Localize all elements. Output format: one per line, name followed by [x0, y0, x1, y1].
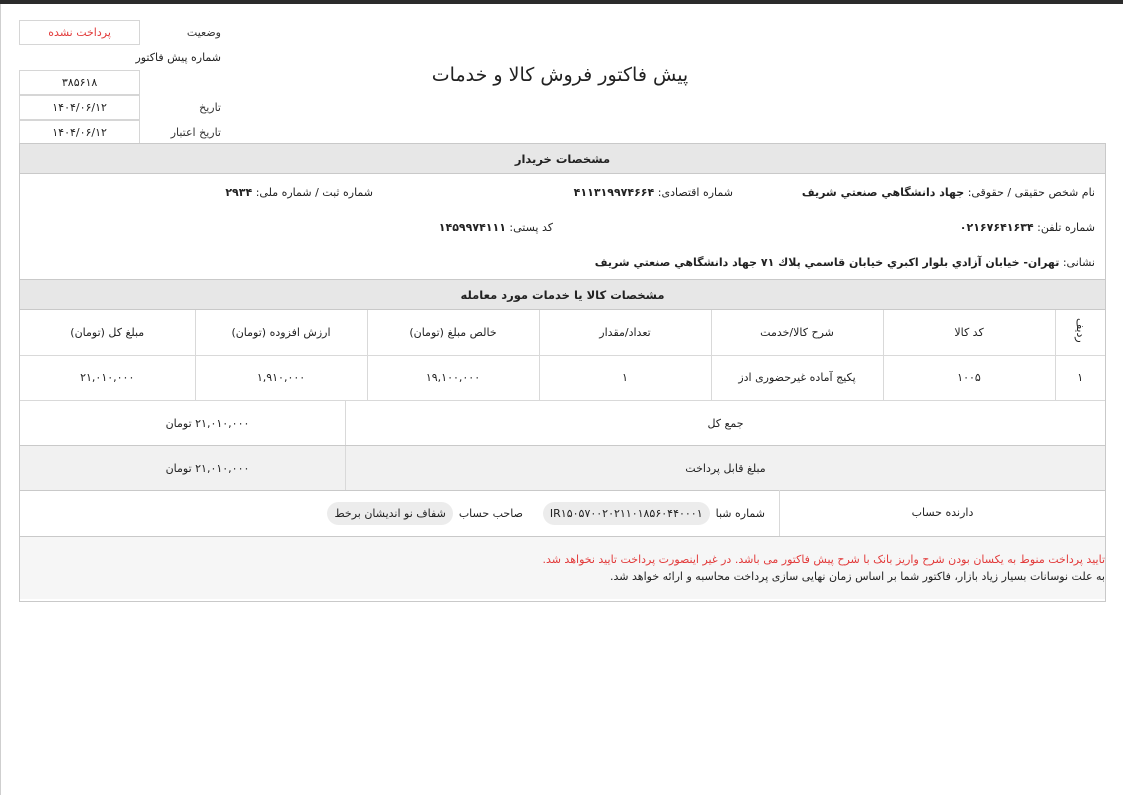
col-header-row-no: ردیف — [1055, 310, 1105, 355]
sum-total-row — [20, 401, 1105, 446]
col-header-net-amount: خالص مبلغ (تومان) — [367, 310, 539, 355]
owner-value[interactable]: شفاف نو اندیشان برخط — [327, 502, 452, 525]
econ-code-field — [574, 186, 733, 199]
payable-row — [20, 446, 1105, 491]
postal-code-label: کد پستی: — [509, 221, 553, 234]
account-row — [20, 491, 1105, 537]
invoice-no-label: شماره پیش فاکتور — [135, 51, 221, 64]
postal-code-value: ۱۴۵۹۹۷۴۱۱۱ — [438, 221, 506, 234]
date-value: ۱۴۰۴/۰۶/۱۲ — [19, 95, 140, 120]
cell-vat: ۱,۹۱۰,۰۰۰ — [195, 355, 367, 400]
sum-total-label: جمع کل — [345, 401, 1105, 445]
col-header-total: مبلغ کل (تومان) — [20, 310, 195, 355]
buyer-name-field — [802, 186, 1095, 199]
validity-value: ۱۴۰۴/۰۶/۱۲ — [19, 120, 140, 145]
buyer-name-label: نام شخص حقیقی / حقوقی: — [967, 186, 1095, 199]
notes-section — [20, 537, 1105, 599]
buyer-name-value: جهاد دانشگاهي صنعتي شريف — [801, 186, 965, 199]
table-row — [20, 355, 1105, 400]
market-info-note: به علت نوسانات بسیار زیاد بازار، فاکتور شما بر اساس زمان نهایی سازی پرداخت محاسبه و ارائه خواهد شد. — [610, 569, 1105, 583]
sheba-label: شماره شبا — [715, 506, 765, 520]
address-field — [595, 256, 1095, 269]
payment-warning-note: تایید پرداخت منوط به یکسان بودن شرح واریز بانک با شرح پیش فاکتور می باشد. در غیر اینصورت پرداخت تایید نخواهد شد. — [542, 552, 1105, 566]
items-table-header — [20, 310, 1105, 355]
cell-total: ۲۱,۰۱۰,۰۰۰ — [20, 355, 195, 400]
phone-field — [960, 221, 1095, 234]
status-row — [19, 20, 229, 45]
cell-net-amount: ۱۹,۱۰۰,۰۰۰ — [367, 355, 539, 400]
econ-code-value: ۴۱۱۳۱۹۹۷۴۶۶۴ — [573, 186, 655, 199]
address-value: تهران- خیابان آزادي بلوار اكبري خيابان قاسمي پلاك ۷۱ جهاد دانشگاهي صنعتي شريف — [594, 256, 1060, 269]
col-header-quantity: تعداد/مقدار — [539, 310, 711, 355]
econ-code-label: شماره اقتصادی: — [657, 186, 733, 199]
phone-value: ۰۲۱۶۷۶۴۱۶۳۴ — [959, 221, 1034, 234]
owner-label: صاحب حساب — [458, 506, 523, 520]
date-row — [19, 95, 229, 120]
cell-quantity: ۱ — [539, 355, 711, 400]
account-holder-label: دارنده حساب — [779, 490, 1105, 536]
buyer-section-title: مشخصات خریدار — [20, 144, 1105, 174]
cell-description: پکیج آماده غیرحضوری ادز — [711, 355, 883, 400]
items-section-title: مشخصات کالا یا خدمات مورد معامله — [20, 280, 1105, 310]
cell-row-no: ۱ — [1055, 355, 1105, 400]
col-header-description: شرح کالا/خدمت — [711, 310, 883, 355]
invoice-no-label-row — [19, 45, 229, 70]
items-table — [20, 310, 1105, 401]
status-badge: پرداخت نشده — [19, 20, 140, 45]
payable-value: ۲۱,۰۱۰,۰۰۰ تومان — [165, 461, 250, 475]
col-header-code: کد کالا — [883, 310, 1055, 355]
payable-label: مبلغ قابل پرداخت — [345, 446, 1105, 490]
account-detail — [20, 502, 779, 525]
reg-no-value: ۲۹۳۴ — [225, 186, 253, 199]
sum-total-value: ۲۱,۰۱۰,۰۰۰ تومان — [165, 416, 250, 430]
window-top-bar — [0, 0, 1123, 4]
reg-no-field — [225, 186, 373, 199]
page-left-edge — [0, 4, 1, 795]
postal-code-field — [439, 221, 553, 234]
date-label: تاریخ — [199, 101, 221, 114]
invoice-frame — [19, 143, 1106, 602]
buyer-details — [20, 174, 1105, 280]
sheba-value[interactable]: IR۱۵۰۵۷۰۰۲۰۲۱۱۰۱۸۵۶۰۴۴۰۰۰۱ — [543, 502, 710, 525]
validity-row — [19, 120, 229, 145]
phone-label: شماره تلفن: — [1037, 221, 1095, 234]
validity-label: تاریخ اعتبار — [170, 126, 221, 139]
invoice-info-box — [19, 20, 229, 145]
reg-no-label: شماره ثبت / شماره ملی: — [255, 186, 373, 199]
invoice-no-row — [19, 70, 229, 95]
page-title: پیش فاکتور فروش کالا و خدمات — [431, 64, 689, 86]
status-label: وضعیت — [186, 26, 221, 39]
col-header-vat: ارزش افزوده (تومان) — [195, 310, 367, 355]
invoice-no-value: ۳۸۵۶۱۸ — [19, 70, 140, 95]
cell-code: ۱۰۰۵ — [883, 355, 1055, 400]
address-label: نشانی: — [1062, 256, 1095, 269]
